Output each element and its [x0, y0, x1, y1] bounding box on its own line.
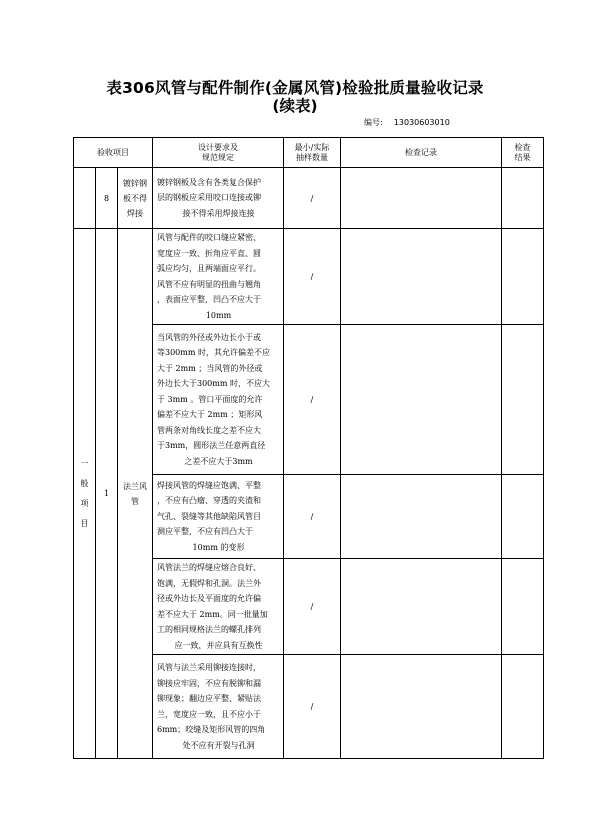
page-subtitle: (续表)	[272, 97, 318, 115]
result-4[interactable]	[502, 559, 544, 655]
result-2[interactable]	[502, 325, 544, 475]
code-label: 编号:	[364, 118, 383, 127]
header-item: 验收项目	[74, 138, 153, 168]
record-1[interactable]	[341, 229, 502, 325]
sample-5: /	[284, 655, 341, 759]
result-3[interactable]	[502, 475, 544, 559]
inspection-table	[73, 137, 544, 759]
result-1[interactable]	[502, 229, 544, 325]
record-2[interactable]	[341, 325, 502, 475]
requirement-4: 风管法兰的焊缝应熔合良好、 饱满，无假焊和孔洞。法兰外 径或外边长及平面度的允许偏 差不应大于 2mm。同一批量加 工的相同规格法兰的螺孔排列 应一致，并应具有互换性	[153, 559, 284, 655]
sample-3: /	[284, 475, 341, 559]
group-number: 1	[96, 229, 118, 759]
requirement-1: 风管与配件的咬口缝应紧密、 宽度应一致、折角应平直、圆 弧应均匀，且两端面应平行。 风管不应有明显的扭曲与翘角 ，表面应平整，凹凸不应大于 10mm	[153, 229, 284, 325]
requirement-3: 焊接风管的焊缝应饱满、平整 ，不应有凸瘤、穿透的夹渣和 气孔、裂缝等其他缺陷风管目 测应平整，不应有凹凸大于 10mm 的变形	[153, 475, 284, 559]
header-result: 检查 结果	[502, 138, 544, 168]
record-code	[364, 117, 450, 128]
sample-4: /	[284, 559, 341, 655]
record-5[interactable]	[341, 655, 502, 759]
header-sample: 最小/实际 抽样数量	[284, 138, 341, 168]
group-name: 法兰风 管	[118, 229, 153, 759]
result-5[interactable]	[502, 655, 544, 759]
record-4[interactable]	[341, 559, 502, 655]
table-row	[74, 168, 544, 229]
header-design: 设计要求及 规范规定	[153, 138, 284, 168]
row8-record[interactable]	[341, 168, 502, 229]
page-title: 表306风管与配件制作(金属风管)检验批质量验收记录	[106, 79, 484, 97]
cell-blank	[74, 168, 96, 229]
row8-sample: /	[284, 168, 341, 229]
requirement-5: 风管与法兰采用铆接连接时， 铆接应牢固，不应有脱铆和漏 铆现象；翻边应平整、紧贴法 兰，宽度应一致，且不应小于 6mm；咬缝及矩形风管的四角 处不应有开裂与孔洞	[153, 655, 284, 759]
sample-2: /	[284, 325, 341, 475]
requirement-2: 当风管的外径或外边长小于或 等300mm 时，其允许偏差不应 大于 2mm ；当风管的外径或 外边长大于300mm 时，不应大 于 3mm 。管口平面度的允许 偏差不应大于 2mm ；矩形风 管两条对角线长度之差不应大 于3mm，圆形法兰任意两直径 之差不应大于3mm	[153, 325, 284, 475]
table-row	[74, 229, 544, 325]
sample-1: /	[284, 229, 341, 325]
row8-requirement: 镀锌钢板及含有各类复合保护 层的钢板应采用咬口连接或铆 接不得采用焊接连接	[153, 168, 284, 229]
header-record: 检查记录	[341, 138, 502, 168]
record-3[interactable]	[341, 475, 502, 559]
category-general-items: 一 般 项 目	[74, 229, 96, 759]
row8-number: 8	[96, 168, 118, 229]
code-value: 13030603010	[393, 118, 450, 127]
row8-result[interactable]	[502, 168, 544, 229]
row8-name: 镀锌钢 板不得 焊接	[118, 168, 153, 229]
